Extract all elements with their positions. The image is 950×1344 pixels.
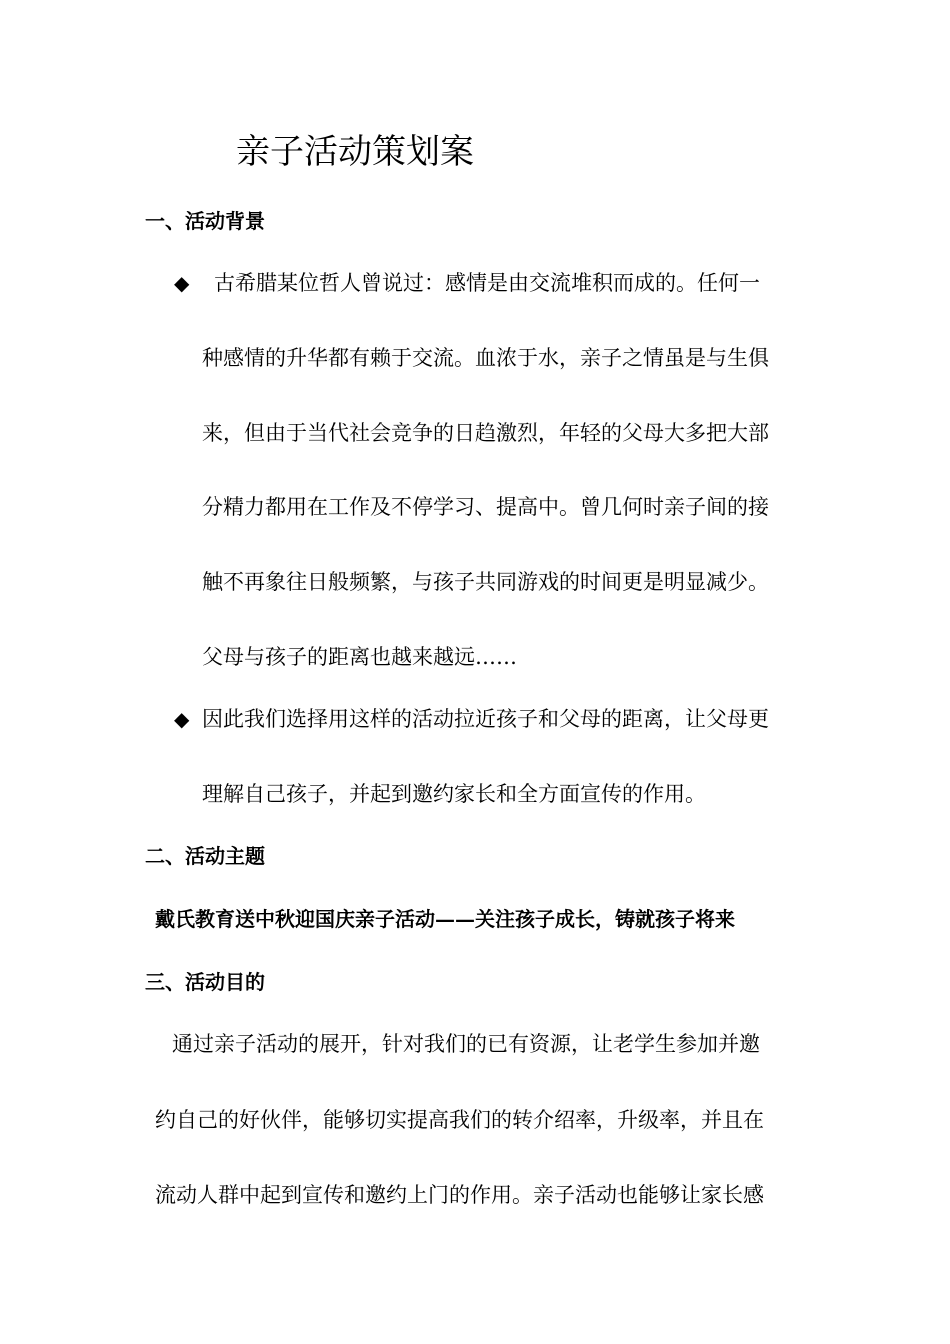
section-heading-purpose: 三、活动目的	[145, 970, 265, 994]
background-line-8: 理解自己孩子，并起到邀约家长和全方面宣传的作用。	[202, 782, 706, 806]
purpose-line-2: 约自己的好伙伴，能够切实提高我们的转介绍率，升级率，并且在	[155, 1108, 764, 1132]
section-heading-theme: 二、活动主题	[145, 844, 265, 868]
background-line-1: 古希腊某位哲人曾说过：感情是由交流堆积而成的。任何一	[214, 271, 760, 295]
section-heading-background: 一、活动背景	[145, 209, 265, 233]
bullet-diamond-icon: ◆	[174, 707, 190, 731]
bullet-diamond-icon: ◆	[174, 271, 190, 295]
activity-theme: 戴氏教育送中秋迎国庆亲子活动——关注孩子成长，铸就孩子将来	[155, 907, 735, 931]
purpose-line-1: 通过亲子活动的展开，针对我们的已有资源，让老学生参加并邀	[172, 1032, 760, 1056]
background-line-5: 触不再象往日般频繁，与孩子共同游戏的时间更是明显减少。	[202, 570, 769, 594]
background-line-2: 种感情的升华都有赖于交流。血浓于水，亲子之情虽是与生俱	[202, 346, 769, 370]
background-line-7: 因此我们选择用这样的活动拉近孩子和父母的距离，让父母更	[202, 707, 769, 731]
document-title: 亲子活动策划案	[236, 132, 474, 172]
background-line-4: 分精力都用在工作及不停学习、提高中。曾几何时亲子间的接	[202, 495, 769, 519]
background-line-6: 父母与孩子的距离也越来越远……	[202, 645, 517, 669]
background-line-3: 来，但由于当代社会竞争的日趋激烈，年轻的父母大多把大部	[202, 421, 769, 445]
purpose-line-3: 流动人群中起到宣传和邀约上门的作用。亲子活动也能够让家长感	[155, 1183, 764, 1207]
